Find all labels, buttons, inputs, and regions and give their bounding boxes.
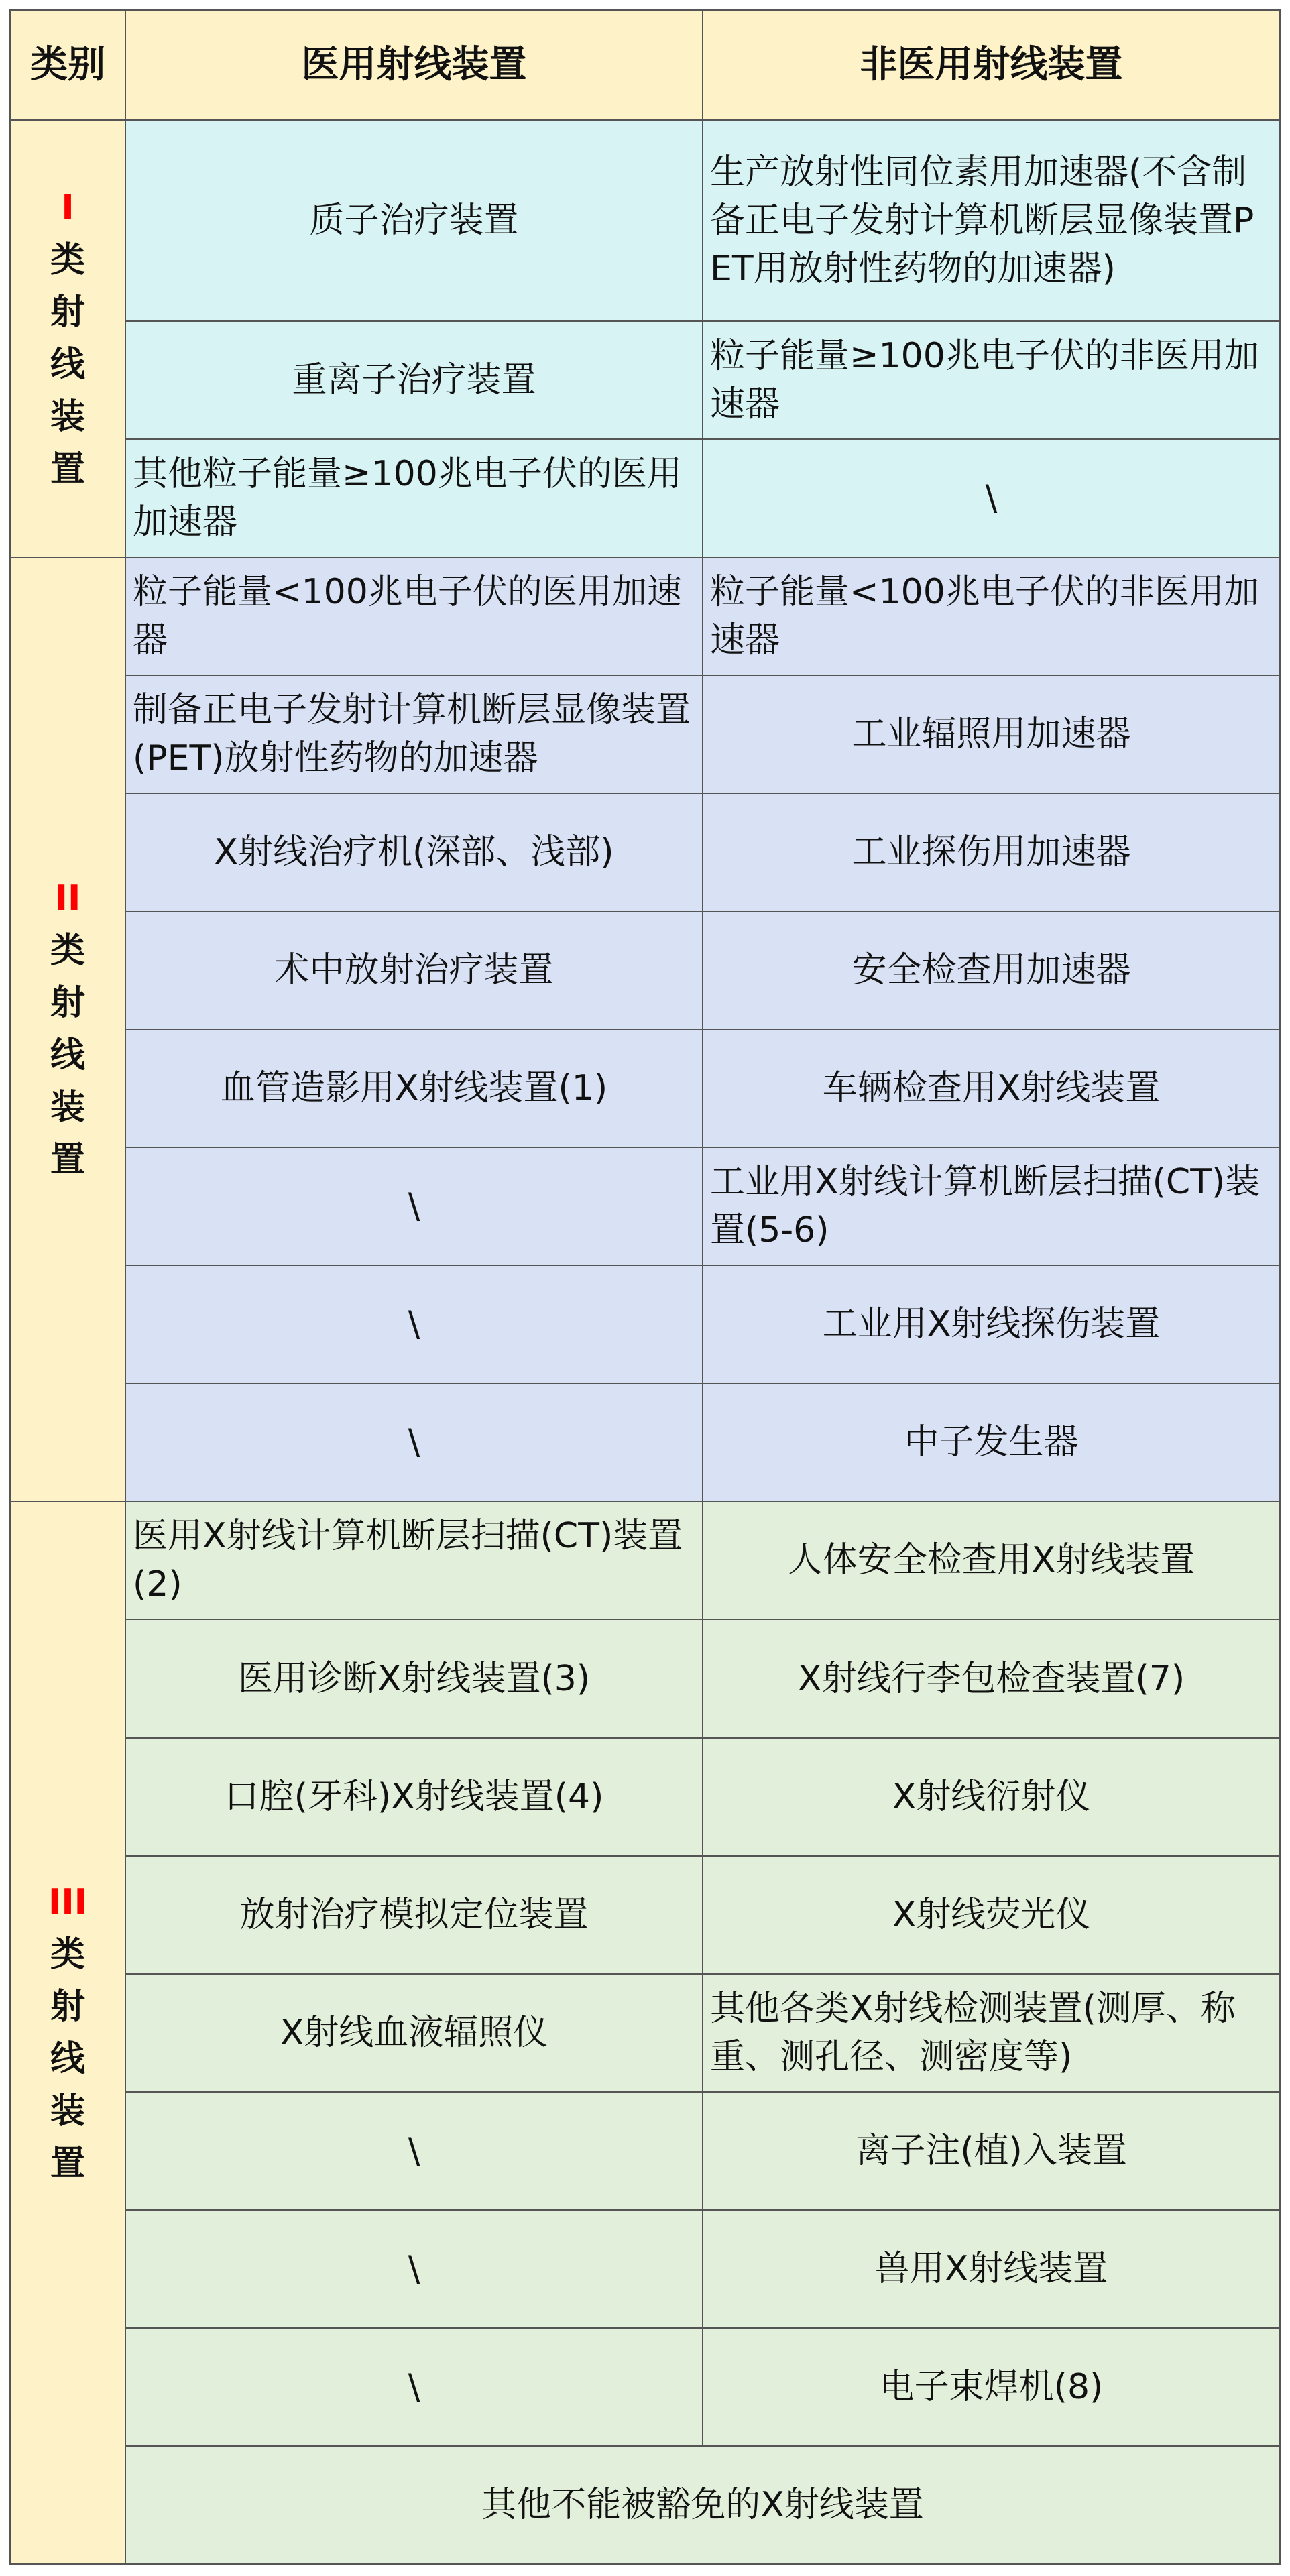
medical-device-cell: 其他粒子能量≥100兆电子伏的医用加速器 <box>125 439 703 557</box>
radiation-device-classification-table <box>9 9 1281 2565</box>
table-row <box>10 911 1280 1029</box>
table-row <box>10 1619 1280 1737</box>
header-category: 类别 <box>10 10 125 120</box>
non-medical-device-cell: 工业探伤用加速器 <box>703 793 1280 911</box>
medical-device-cell: \ <box>125 2328 703 2446</box>
table-row <box>10 675 1280 793</box>
class-3-label-char: 装 <box>50 2091 85 2131</box>
non-medical-device-cell: 中子发生器 <box>703 1383 1280 1501</box>
table-row <box>10 1029 1280 1147</box>
table-row <box>10 1974 1280 2092</box>
table-row <box>10 793 1280 911</box>
table-row <box>10 2328 1280 2446</box>
non-medical-device-cell: \ <box>703 439 1280 557</box>
medical-device-cell: 放射治疗模拟定位装置 <box>125 1856 703 1974</box>
table-row <box>10 1265 1280 1383</box>
medical-device-cell: X射线血液辐照仪 <box>125 1974 703 2092</box>
class-2-category-cell <box>10 557 125 1502</box>
medical-device-cell: \ <box>125 2092 703 2210</box>
table-row <box>10 1147 1280 1265</box>
non-medical-device-cell: 粒子能量≥100兆电子伏的非医用加速器 <box>703 321 1280 439</box>
class-2-label-char: 类 <box>50 931 85 972</box>
table-row <box>10 2210 1280 2328</box>
medical-device-cell: \ <box>125 1265 703 1383</box>
medical-device-cell: 医用诊断X射线装置(3) <box>125 1619 703 1737</box>
medical-device-cell: 重离子治疗装置 <box>125 321 703 439</box>
class-2-label-char: 射 <box>50 983 85 1024</box>
medical-device-cell: 制备正电子发射计算机断层显像装置(PET)放射性药物的加速器 <box>125 675 703 793</box>
table-row <box>10 1501 1280 1619</box>
class-1-category-cell <box>10 120 125 557</box>
class-2-numeral: II <box>54 878 81 919</box>
non-medical-device-cell: 工业用X射线探伤装置 <box>703 1265 1280 1383</box>
non-medical-device-cell: 粒子能量<100兆电子伏的非医用加速器 <box>703 557 1280 675</box>
class-3-label-char: 置 <box>50 2143 85 2184</box>
non-medical-device-cell: 工业用X射线计算机断层扫描(CT)装置(5-6) <box>703 1147 1280 1265</box>
class-2-label-char: 置 <box>50 1140 85 1181</box>
class-1-label-char: 装 <box>50 396 85 437</box>
table-row <box>10 1738 1280 1856</box>
class-3-category-cell <box>10 1501 125 2564</box>
medical-device-cell: \ <box>125 1147 703 1265</box>
class-3-numeral: III <box>48 1881 88 1922</box>
medical-device-cell: 质子治疗装置 <box>125 120 703 321</box>
medical-device-cell: \ <box>125 2210 703 2328</box>
non-medical-device-cell: 电子束焊机(8) <box>703 2328 1280 2446</box>
class-2-label-char: 装 <box>50 1088 85 1128</box>
class-3-label-char: 线 <box>50 2038 85 2079</box>
medical-device-cell: X射线治疗机(深部、浅部) <box>125 793 703 911</box>
class-1-label-char: 类 <box>50 239 85 280</box>
table-row <box>10 321 1280 439</box>
non-medical-device-cell: 人体安全检查用X射线装置 <box>703 1501 1280 1619</box>
table-row <box>10 557 1280 675</box>
table-row <box>10 2446 1280 2564</box>
medical-device-cell: 术中放射治疗装置 <box>125 911 703 1029</box>
non-medical-device-cell: 工业辐照用加速器 <box>703 675 1280 793</box>
medical-device-cell: 粒子能量<100兆电子伏的医用加速器 <box>125 557 703 675</box>
non-medical-device-cell: 车辆检查用X射线装置 <box>703 1029 1280 1147</box>
table-row <box>10 439 1280 557</box>
header-non-medical: 非医用射线装置 <box>703 10 1280 120</box>
non-medical-device-cell: 其他各类X射线检测装置(测厚、称重、测孔径、测密度等) <box>703 1974 1280 2092</box>
table-row <box>10 1383 1280 1501</box>
non-medical-device-cell: X射线行李包检查装置(7) <box>703 1619 1280 1737</box>
non-medical-device-cell: 生产放射性同位素用加速器(不含制备正电子发射计算机断层显像装置PET用放射性药物的加速器) <box>703 120 1280 321</box>
header-row <box>10 10 1280 120</box>
medical-device-cell: 口腔(牙科)X射线装置(4) <box>125 1738 703 1856</box>
class-1-label-char: 线 <box>50 344 85 385</box>
class-1-label-char: 置 <box>50 449 85 489</box>
medical-device-cell: \ <box>125 1383 703 1501</box>
non-medical-device-cell: X射线衍射仪 <box>703 1738 1280 1856</box>
medical-device-cell: 血管造影用X射线装置(1) <box>125 1029 703 1147</box>
class-1-label-char: 射 <box>50 292 85 333</box>
class-1-numeral: I <box>61 187 74 228</box>
class-2-label-char: 线 <box>50 1035 85 1076</box>
medical-device-cell: 医用X射线计算机断层扫描(CT)装置(2) <box>125 1501 703 1619</box>
non-medical-device-cell: 离子注(植)入装置 <box>703 2092 1280 2210</box>
header-medical: 医用射线装置 <box>125 10 703 120</box>
non-medical-device-cell: 兽用X射线装置 <box>703 2210 1280 2328</box>
table-row <box>10 120 1280 321</box>
table-row <box>10 1856 1280 1974</box>
class-3-label-char: 类 <box>50 1934 85 1975</box>
non-medical-device-cell: X射线荧光仪 <box>703 1856 1280 1974</box>
table-row <box>10 2092 1280 2210</box>
class-3-footer-cell: 其他不能被豁免的X射线装置 <box>125 2446 1280 2564</box>
class-3-label-char: 射 <box>50 1986 85 2027</box>
non-medical-device-cell: 安全检查用加速器 <box>703 911 1280 1029</box>
